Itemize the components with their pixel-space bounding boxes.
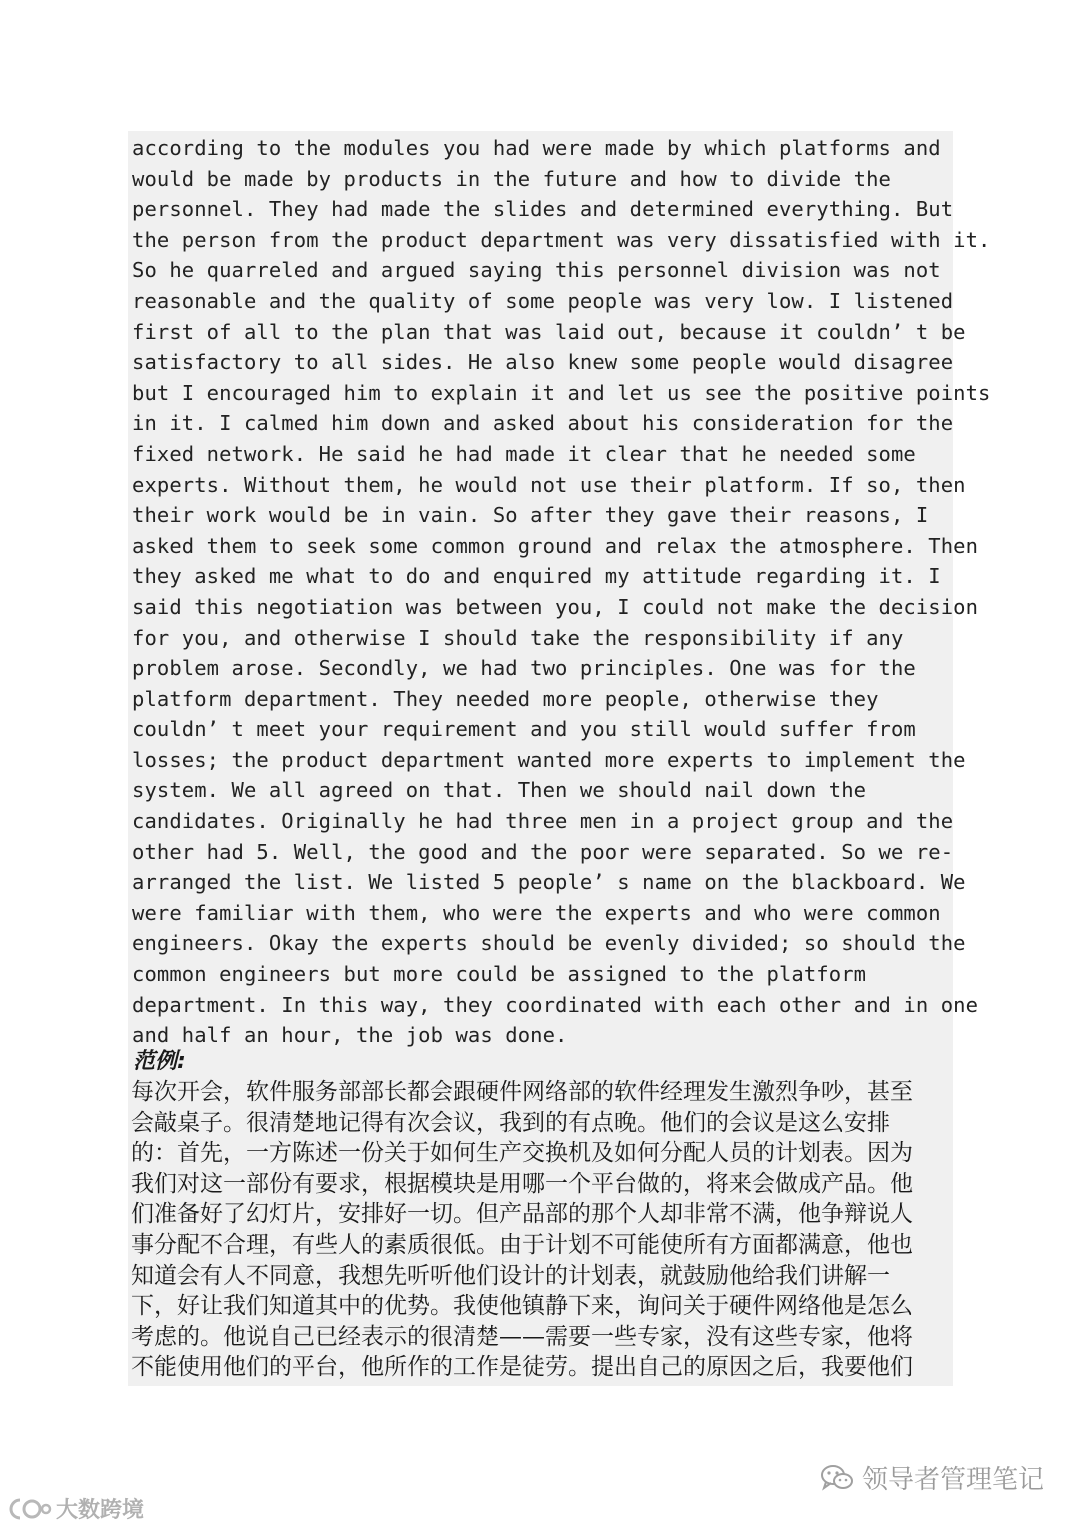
watermark-text: 大数跨境 bbox=[56, 1498, 145, 1523]
text-line: would be made by products in the future and how to divide the bbox=[132, 166, 891, 191]
text-line: 事分配不合理，有些人的素质很低。由于计划不可能使所有方面都满意，他也 bbox=[131, 1231, 913, 1258]
text-line: experts. Without them, he would not use their platform. If so, then bbox=[132, 472, 966, 497]
text-line: couldn’ t meet your requirement and you still would suffer from bbox=[132, 717, 916, 742]
text-line: satisfactory to all sides. He also knew some people would disagree bbox=[132, 350, 954, 375]
text-line: in it. I calmed him down and asked about his consideration for the bbox=[132, 411, 954, 436]
text-line: they asked me what to do and enquired my attitude regarding it. I bbox=[132, 564, 941, 589]
text-line: 知道会有人不同意，我想先听听他们设计的计划表，就鼓励他给我们讲解一 bbox=[131, 1262, 890, 1289]
text-line: for you, and otherwise I should take the responsibility if any bbox=[132, 625, 904, 650]
text-line: 的：首先，一方陈述一份关于如何生产交换机及如何分配人员的计划表。因为 bbox=[131, 1140, 913, 1167]
text-line: the person from the product department was very dissatisfied with it. bbox=[132, 227, 991, 252]
text-line: reasonable and the quality of some people was very low. I listened bbox=[132, 288, 954, 313]
example-heading: 范例: bbox=[133, 1049, 186, 1074]
text-line: 会敲桌子。很清楚地记得有次会议，我到的有点晚。他们的会议是这么安排 bbox=[131, 1109, 890, 1136]
text-line: but I encouraged him to explain it and let us see the positive points bbox=[132, 380, 991, 405]
text-line: common engineers but more could be assigned to the platform bbox=[132, 962, 867, 987]
text-line: candidates. Originally he had three men in a project group and the bbox=[132, 809, 954, 834]
text-line: and half an hour, the job was done. bbox=[132, 1023, 568, 1048]
text-line: their work would be in vain. So after they gave their reasons, I bbox=[132, 503, 929, 528]
watermark-brand bbox=[6, 1493, 144, 1524]
text-line: 下，好让我们知道其中的优势。我使他镇静下来，询问关于硬件网络他是怎么 bbox=[131, 1293, 913, 1320]
text-line: arranged the list. We listed 5 people’ s name on the blackboard. We bbox=[132, 870, 966, 895]
text-line: were familiar with them, who were the experts and who were common bbox=[132, 900, 941, 925]
text-line: platform department. They needed more people, otherwise they bbox=[132, 686, 879, 711]
text-line: first of all to the plan that was laid out, because it couldn’ t be bbox=[132, 319, 966, 344]
text-line: problem arose. Secondly, we had two principles. One was for the bbox=[132, 656, 916, 681]
text-line: system. We all agreed on that. Then we should nail down the bbox=[132, 778, 867, 803]
text-line: personnel. They had made the slides and determined everything. But bbox=[132, 197, 954, 222]
watermark-text: 领导者管理笔记 bbox=[861, 1465, 1044, 1495]
text-line: engineers. Okay the experts should be evenly divided; so should the bbox=[132, 931, 966, 956]
text-line: So he quarreled and argued saying this personnel division was not bbox=[132, 258, 941, 283]
text-line: according to the modules you had were made by which platforms and bbox=[132, 136, 941, 160]
text-line: fixed network. He said he had made it clear that he needed some bbox=[132, 441, 916, 466]
text-line: 考虑的。他说自己已经表示的很清楚——需要一些专家，没有这些专家，他将 bbox=[131, 1323, 913, 1350]
text-line: department. In this way, they coordinated with each other and in one bbox=[132, 992, 979, 1017]
text-line: asked them to seek some common ground and relax the atmosphere. Then bbox=[132, 533, 979, 558]
text-line: 们准备好了幻灯片，安排好一切。但产品部的那个人却非常不满，他争辩说人 bbox=[131, 1201, 913, 1228]
text-line: said this negotiation was between you, I could not make the decision bbox=[132, 594, 979, 619]
wechat-icon bbox=[820, 1464, 854, 1492]
watermark-wechat bbox=[820, 1459, 1044, 1496]
english-paragraph bbox=[132, 133, 991, 1051]
brand-logo-icon bbox=[6, 1496, 52, 1522]
chinese-paragraph bbox=[131, 1077, 953, 1383]
text-line: losses; the product department wanted more experts to implement the bbox=[132, 747, 966, 772]
text-line: other had 5. Well, the good and the poor were separated. So we re- bbox=[132, 839, 954, 864]
text-line: 我们对这一部份有要求，根据模块是用哪一个平台做的，将来会做成产品。他 bbox=[131, 1170, 913, 1197]
text-line: 每次开会，软件服务部部长都会跟硬件网络部的软件经理发生激烈争吵，甚至 bbox=[131, 1079, 913, 1105]
text-line: 不能使用他们的平台，他所作的工作是徒劳。提出自己的原因之后，我要他们 bbox=[131, 1354, 913, 1381]
